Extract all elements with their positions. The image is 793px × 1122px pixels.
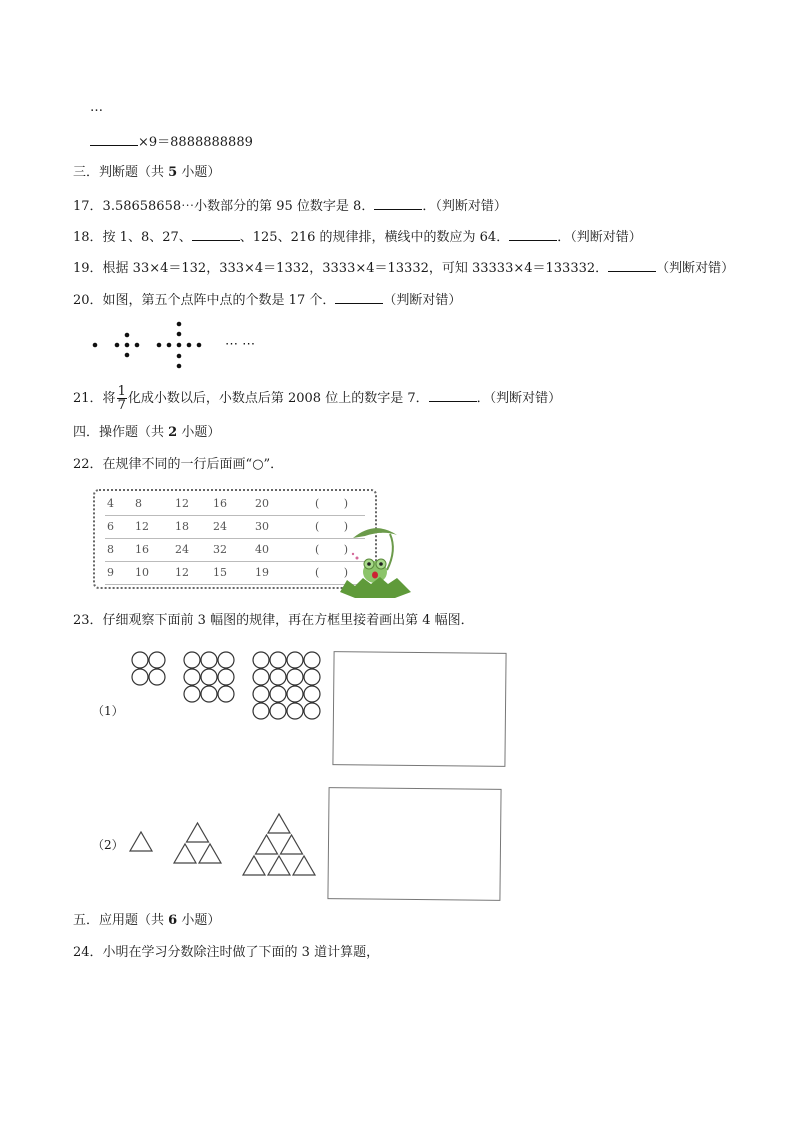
question-number: 24． — [73, 945, 103, 960]
frog-mascot-icon — [335, 500, 415, 600]
circle-grid — [184, 652, 234, 702]
question-number: 23． — [73, 613, 103, 628]
circle — [132, 652, 148, 668]
circle — [184, 652, 200, 668]
question-text: 根据 33×4＝132，333×4＝1332，3333×4＝13332，可知 33333×4＝133332． — [102, 261, 609, 276]
circle — [287, 652, 303, 668]
table-row: 9 10 12 15 19 ( ) — [105, 562, 365, 585]
equation-tail: ×9＝8888888889 — [138, 135, 253, 150]
circle-grid — [132, 652, 165, 685]
question-number: 22． — [73, 457, 103, 472]
figure-ellipsis: ⋯ ⋯ — [225, 337, 256, 352]
section-3-heading: 三．判断题（共 5 小题） — [73, 165, 221, 180]
circle — [253, 669, 269, 685]
section-5-heading: 五．应用题（共 6 小题） — [73, 913, 221, 928]
question-tail: （判断对错） — [383, 293, 462, 308]
table-row: 8 16 24 32 40 ( ) — [105, 539, 365, 562]
question-text: 在规律不同的一行后面画“○”． — [102, 457, 284, 472]
circle — [218, 669, 234, 685]
circle — [218, 686, 234, 702]
sequence-blank[interactable] — [192, 228, 240, 241]
question-text: 仔细观察下面前 3 幅图的规律，再在方框里接着画出第 4 幅图． — [102, 613, 474, 628]
dot — [177, 322, 182, 327]
triangle-pyramid — [174, 823, 221, 863]
circle — [201, 686, 217, 702]
section-4-heading: 四．操作题（共 2 小题） — [73, 425, 221, 440]
question-19 — [73, 259, 734, 277]
dot-lattice-figure — [80, 315, 280, 375]
question-number: 18． — [73, 230, 103, 245]
dot — [115, 343, 120, 348]
circle — [253, 686, 269, 702]
answer-blank[interactable] — [509, 228, 557, 241]
triangle — [187, 823, 209, 842]
question-text: 小明在学习分数除注时做了下面的 3 道计算题， — [102, 945, 380, 960]
dot — [157, 343, 162, 348]
circle — [304, 669, 320, 685]
question-text: 如图，第五个点阵中点的个数是 17 个． — [102, 293, 336, 308]
fraction: $\frac{1}{7}$ — [117, 384, 126, 413]
question-number: 21． — [73, 391, 103, 406]
circle — [270, 686, 286, 702]
circle — [253, 703, 269, 719]
dot — [125, 343, 130, 348]
triangle-pattern-figure — [128, 800, 328, 890]
drawing-box-2[interactable] — [327, 787, 501, 901]
circle — [218, 652, 234, 668]
equation-line — [90, 133, 253, 151]
answer-paren[interactable]: ( ) — [315, 543, 349, 556]
dot — [187, 343, 192, 348]
triangle-pyramid — [243, 814, 315, 875]
circle — [287, 703, 303, 719]
circle — [304, 703, 320, 719]
circle — [184, 686, 200, 702]
answer-paren[interactable]: ( ) — [315, 566, 349, 579]
question-number: 20． — [73, 293, 103, 308]
question-number: 19． — [73, 261, 103, 276]
question-20 — [73, 291, 461, 309]
question-number: 17． — [73, 199, 103, 214]
table-row: 4 8 12 16 20 ( ) — [105, 493, 365, 516]
answer-blank[interactable] — [90, 133, 138, 146]
circle — [149, 669, 165, 685]
question-24 — [73, 945, 379, 961]
part-1-label: （1） — [92, 704, 124, 718]
triangle — [268, 856, 290, 875]
part-2-label: （2） — [92, 838, 124, 852]
question-tail: ．（判断对错） — [557, 230, 642, 245]
circle — [270, 669, 286, 685]
triangle — [243, 856, 265, 875]
triangle — [199, 844, 221, 863]
triangle — [130, 832, 152, 851]
question-22 — [73, 457, 283, 473]
circle — [304, 686, 320, 702]
triangle — [293, 856, 315, 875]
dot — [125, 353, 130, 358]
answer-blank[interactable] — [335, 291, 383, 304]
circle — [270, 703, 286, 719]
triangle — [281, 835, 303, 854]
dot — [177, 364, 182, 369]
circle — [304, 652, 320, 668]
answer-blank[interactable] — [608, 259, 656, 272]
triangle-pyramid — [130, 832, 152, 851]
circle — [184, 669, 200, 685]
dot — [167, 343, 172, 348]
question-tail: ．（判断对错） — [476, 391, 562, 406]
question-tail: ．（判断对错） — [422, 199, 507, 214]
answer-blank[interactable] — [429, 389, 477, 402]
triangle — [268, 814, 290, 833]
drawing-box-1[interactable] — [332, 651, 506, 767]
circle — [149, 652, 165, 668]
dot — [125, 333, 130, 338]
circle — [201, 669, 217, 685]
circle — [253, 652, 269, 668]
circle-grid — [253, 652, 320, 719]
ellipsis-line — [90, 100, 103, 116]
answer-paren[interactable]: ( ) — [315, 520, 349, 533]
table-row: 6 12 18 24 30 ( ) — [105, 516, 365, 539]
question-18: 18．按 1、8、27、 、125、216 的规律排，横线中的数应为 64． ．（判断对错） — [73, 230, 642, 245]
dot — [93, 343, 98, 348]
question-21: 21．将 $\frac{1}{7}$ 化成小数以后，小数点后第 2008 位上的数字是 7． ．（判断对错） — [73, 384, 562, 413]
answer-paren[interactable]: ( ) — [315, 497, 349, 510]
question-tail: （判断对错） — [656, 261, 735, 276]
question-text: 3.58658658⋯小数部分的第 95 位数字是 8． — [102, 199, 375, 214]
ellipsis: … — [90, 100, 103, 115]
triangle — [174, 844, 196, 863]
circle — [287, 686, 303, 702]
triangle — [256, 835, 278, 854]
dot — [177, 343, 182, 348]
circle — [287, 669, 303, 685]
question-17 — [73, 197, 507, 215]
circle-pattern-figure — [128, 650, 328, 740]
question-23 — [73, 613, 474, 629]
dot — [135, 343, 140, 348]
circle — [132, 669, 148, 685]
circle — [201, 652, 217, 668]
dot — [177, 354, 182, 359]
dot — [177, 332, 182, 337]
dot — [197, 343, 202, 348]
circle — [270, 652, 286, 668]
answer-blank[interactable] — [374, 197, 422, 210]
